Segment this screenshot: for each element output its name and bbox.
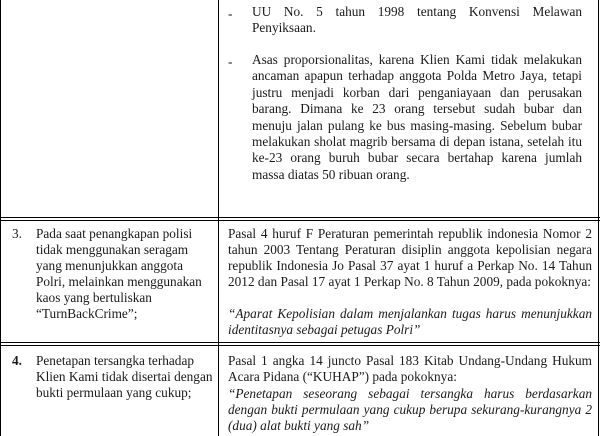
table-left-border — [0, 0, 1, 436]
issue-description: Penetapan tersangka terhadap Klien Kami tidak disertai dengan bukti permulaan yang cukup; — [36, 353, 213, 400]
bullet-marker: - — [228, 54, 233, 69]
legal-basis-text: Pasal 1 angka 14 juncto Pasal 183 Kitab Undang-Undang Hukum Acara Pidana (“KUHAP”) pada pokoknya: — [228, 353, 592, 384]
legal-quote: “Penetapan seseorang sebagai tersangka harus berdasarkan dengan bukti permulaan yang cukup berupa sekurang-kurangnya 2 (dua) alat bukti yang sah” — [228, 386, 592, 433]
row-number: 4. — [12, 353, 22, 368]
column-divider — [218, 0, 219, 436]
legal-basis-text: Pasal 4 huruf F Peraturan pemerintah republik indonesia Nomor 2 tahun 2003 Tentang Peraturan disiplin anggota kepolisian negara republik Indonesia Jo Pasal 37 ayat 1 huruf a Perkap No. 14 Tahun 2012 dan Pasal 17 ayat 1 Perkap No. 8 Tahun 2009, pada pokoknya: — [228, 226, 592, 289]
row-divider-middle — [0, 342, 600, 343]
law-reference-item — [252, 4, 582, 36]
row-divider-top-double — [0, 220, 600, 221]
row-divider-top — [0, 217, 600, 218]
proportionality-item — [252, 52, 582, 183]
bullet-marker: - — [228, 6, 233, 21]
issue-description: Pada saat penangkapan polisi tidak menggunakan seragam yang menunjukkan anggota Polri, melainkan menggunakan kaos yang bertuliskan “TurnBackCrime”; — [36, 226, 202, 321]
law-reference-text: UU No. 5 tahun 1998 tentang Konvensi Melawan Penyiksaan. — [252, 4, 582, 35]
proportionality-text: Asas proporsionalitas, karena Klien Kami tidak melakukan ancaman apapun terhadap anggota Polda Metro Jaya, tetapi justru menjadi korban dari penganiayaan dan perusakan barang. Dimana ke 23 orang tersebut sudah bubar dan menuju jalan pulang ke bus masing-masing. Sebelum bubar melakukan sholat magrib bersama di depan istana, setelah itu ke-23 orang buruh bubar secara bertahap karena jumlah massa diatas 50 ribuan orang. — [252, 52, 582, 182]
table-right-border — [598, 0, 599, 436]
row-number: 3. — [12, 226, 22, 241]
row-divider-middle-double — [0, 345, 600, 346]
legal-quote: “Aparat Kepolisian dalam menjalankan tugas harus menunjukkan identitasnya sebagai petugas Polri” — [228, 306, 592, 337]
